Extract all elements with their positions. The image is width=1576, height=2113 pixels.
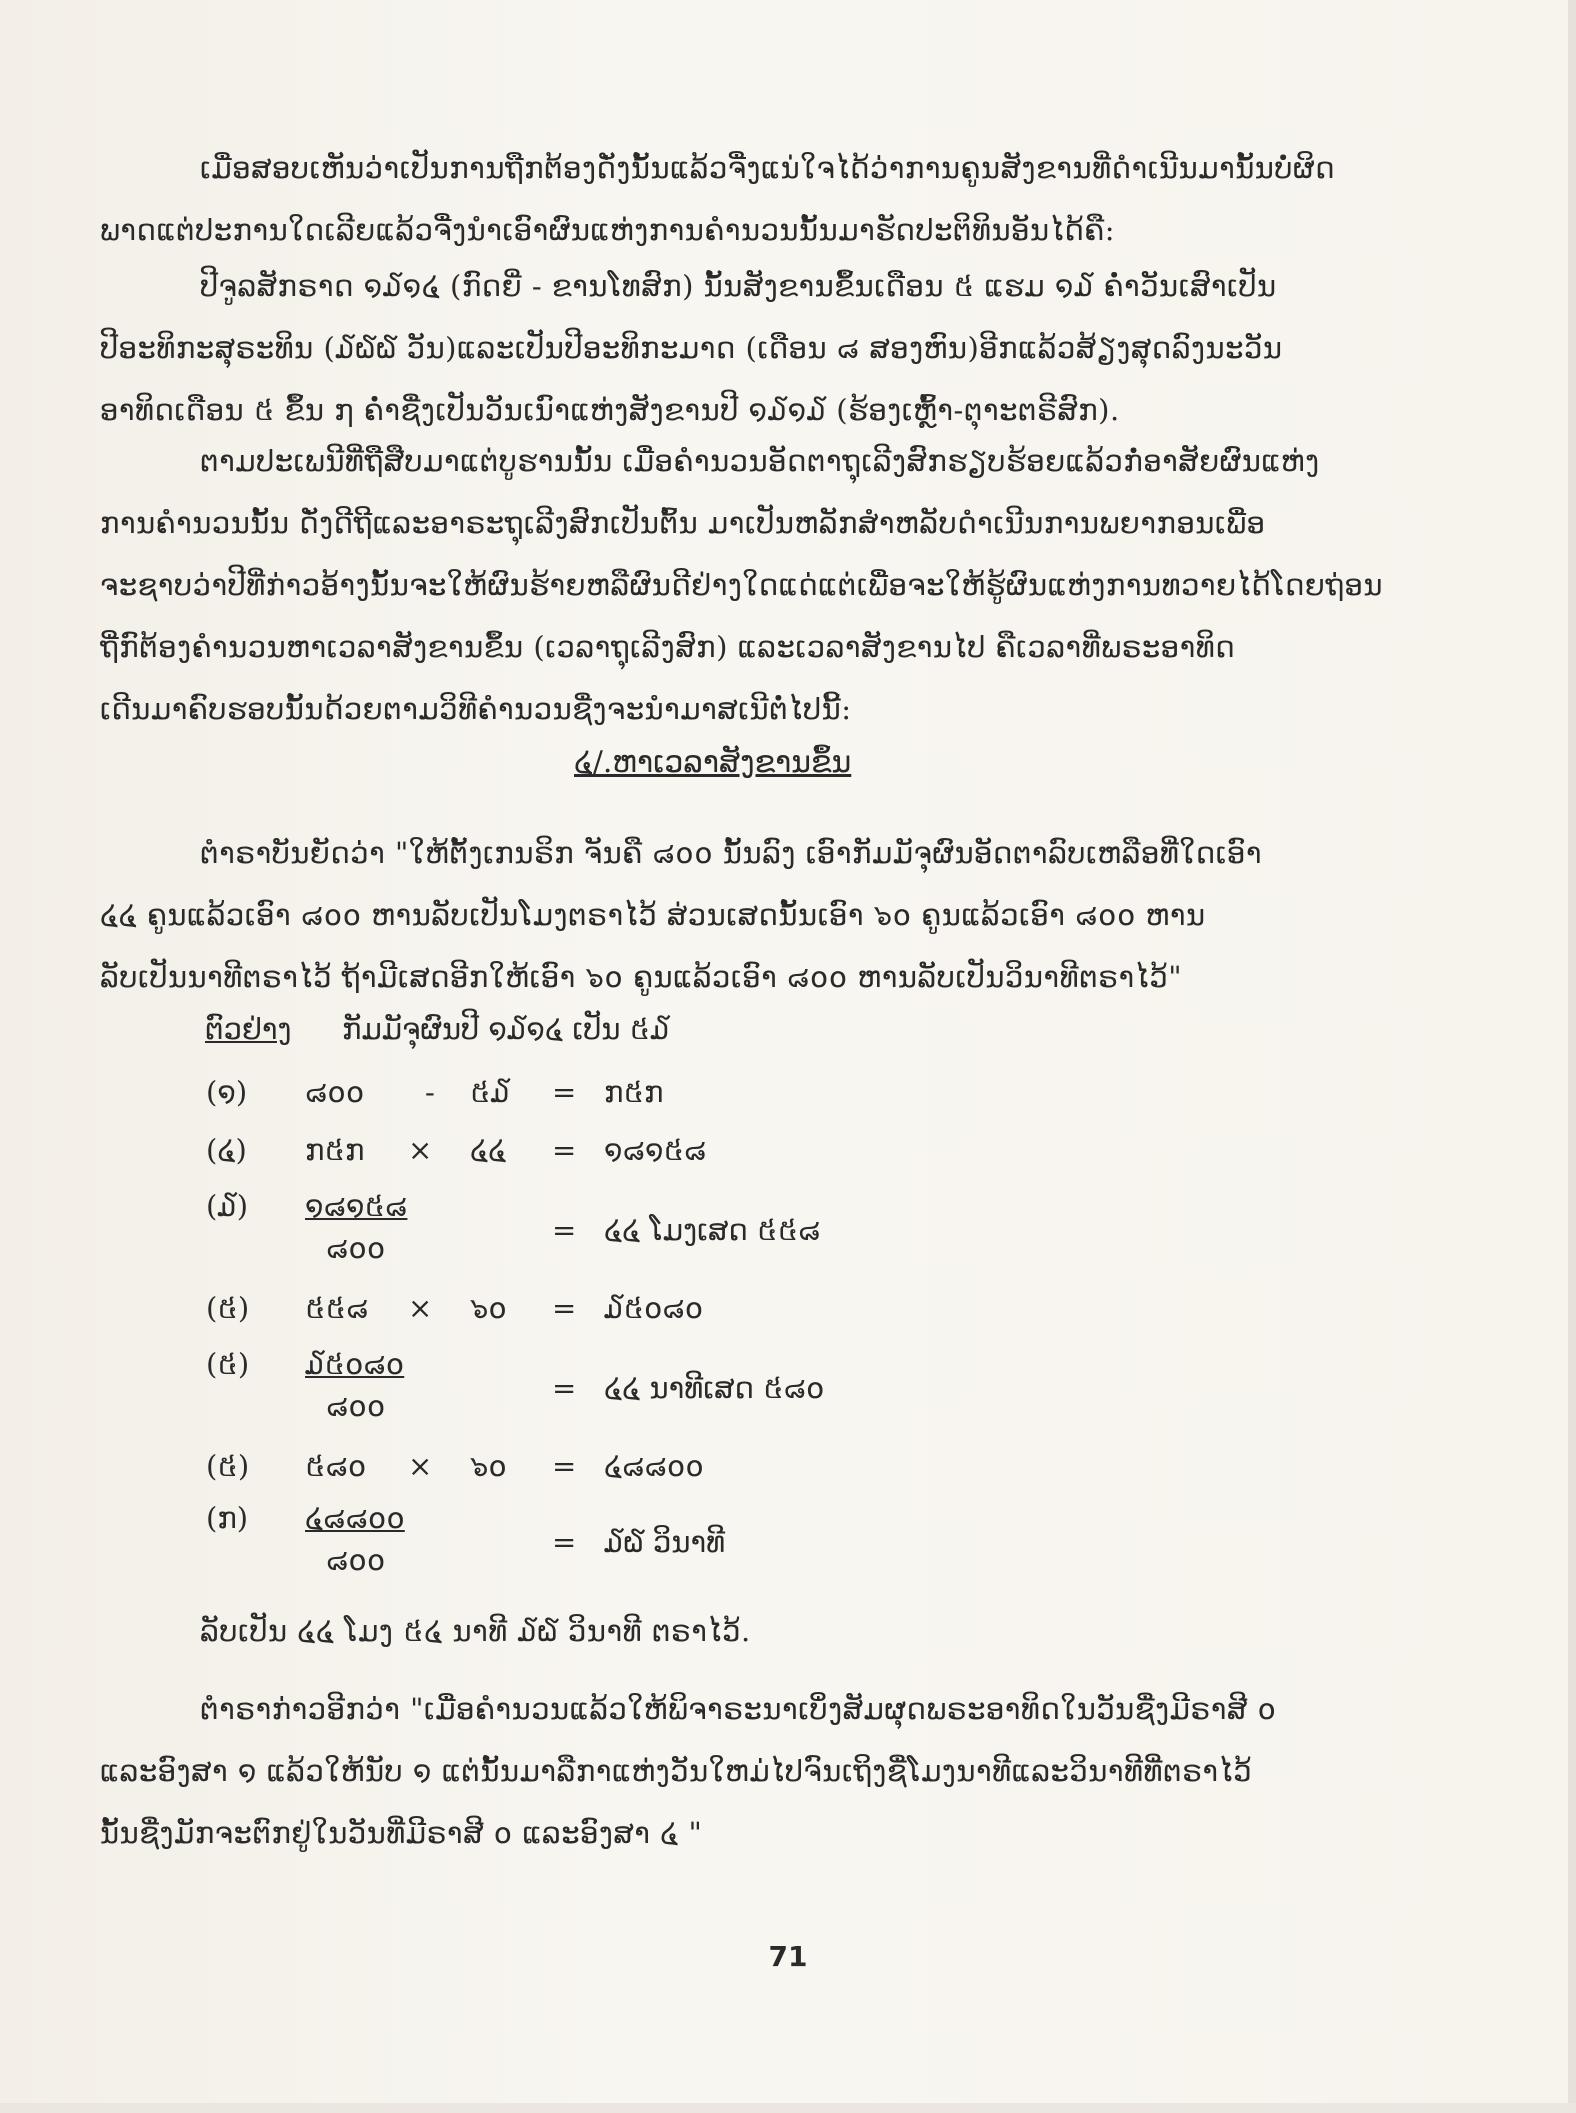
step-number: (໔)	[206, 1133, 247, 1167]
operand-b: ๖໐	[470, 1291, 507, 1325]
text-line: ເມື່ອສອບເຫັນວ່າເປັນການຖືກຕ້ອງດັ່ງນັ້ນແລ້ວຈື່ງແນ່ໃຈໄດ້ວ່າການຄູນສັງຂານທີ່ດໍາເນີນມານັ້ນບໍ່ຜິດ	[200, 151, 1336, 185]
page-edge-bottom	[0, 2103, 1576, 2113]
step-number: (៥)	[206, 1449, 250, 1483]
calc-step-7	[0, 1500, 1576, 1580]
operator: ×	[408, 1133, 433, 1167]
text-line: ປີຈູລສັກຣາດ ໑໓໑໔ (ກົດຍີ່ - ຂານໂທສົກ) ນັ້ນສັງຂານຂຶ້ນເດືອນ ៥ ແຮມ ໑໓ ຄໍ່າວັນເສົາເປັນ	[200, 269, 1277, 303]
text-line: ລັບເປັນ ໔໔ ໂມງ ៥໔ ນາທີ ໓໖ ວິນາທີ ຕຣາໄວ້.	[200, 1614, 751, 1648]
operand-a: ກ៥ກ	[305, 1133, 365, 1167]
fraction-numerator: ໓៥໐๘໐	[305, 1347, 405, 1381]
text-line: ປີອະທິກະສຸຣະທິນ (໓໖໖ ວັນ)ແລະເປັນປີອະທິກະມາດ (ເດືອນ ๘ ສອງຫົນ)ອີກແລ້ວສ້ຽງສຸດລົງນະວັນ	[100, 331, 1283, 365]
equals-sign: =	[552, 1449, 577, 1483]
result: ໓໖ ວິນາທີ	[604, 1525, 726, 1559]
result: ໓៥໐๘໐	[604, 1291, 704, 1325]
fraction-numerator: ໑๘໑៥๘	[305, 1189, 408, 1223]
operand-a: ๘໐໐	[305, 1075, 365, 1109]
paragraph-2	[100, 255, 1500, 441]
rule-paragraph-1	[100, 822, 1500, 1008]
paragraph-1	[100, 137, 1500, 261]
text-line: ການຄໍານວນນັ້ນ ດັ່ງດີຖີແລະອາຣະຖຸເລີງສົກເປັນຕົ້ນ ມາເປັນຫລັກສໍາຫລັບດໍາເນີນການພຍາກອນເພື່ອ	[100, 506, 1266, 540]
step-number: (៥)	[206, 1347, 250, 1381]
text-line: ແລະອົງສາ ໑ ແລ້ວໃຫ້ນັບ ໑ ແຕ່ນັ້ນມາລືກາແຫ່ງວັນໃຫມ່ໄປຈົນເຖິງຊື່ໂມງນາທີແລະວິນາທີທີ່ຕຣາໄວ້	[100, 1754, 1253, 1788]
text-line: ຕໍາຣາກ່າວອີກວ່າ "ເມື່ອຄໍານວນແລ້ວໃຫ້ພິຈາຣະນາເບິ່ງສັມຜຸດພຣະອາທິດໃນວັນຊື່ງມີຣາສີ ໐	[200, 1692, 1277, 1726]
section-heading: ໔/.ຫາເວລາສັງຂານຂຶ້ນ	[574, 745, 852, 780]
step-number: (໑)	[206, 1075, 248, 1109]
text-line: ໔໔ ຄູນແລ້ວເອົາ ๘໐໐ ຫານລັບເປັນໂມງຕຣາໄວ້ ສ່ວນເສດນັ້ນເອົາ ๖໐ ຄູນແລ້ວເອົາ ๘໐໐ ຫານ	[100, 898, 1206, 932]
result: ໔๘๘໐໐	[604, 1449, 704, 1483]
operator: ×	[408, 1291, 433, 1325]
text-line: ຕາມປະເພນີທີ່ຖືສືບມາແຕ່ບູຮານນັ້ນ ເມື່ອຄໍານວນອັດຕາຖຸເລີງສົກຮຽບຮ້ອຍແລ້ວກໍ່ອາສັຍຜົນແຫ່ງ	[200, 444, 1320, 478]
operand-b: ๖໐	[470, 1449, 507, 1483]
page-edge-right	[1568, 0, 1576, 2113]
text-line: ນັ້ນຊື່ງມັກຈະຕົກຢູ່ໃນວັນທີ່ມີຣາສີ ໐ ແລະອົງສາ ໔ "	[100, 1816, 703, 1850]
rule-paragraph-2	[100, 1678, 1500, 1864]
operator: ×	[408, 1449, 433, 1483]
equals-sign: =	[552, 1291, 577, 1325]
page-number: 71	[768, 1940, 808, 1973]
fraction-denominator: ๘໐໐	[326, 1543, 386, 1577]
equals-sign: =	[552, 1133, 577, 1167]
text-line: ລັບເປັນນາທີຕຣາໄວ້ ຖ້າມີເສດອີກໃຫ້ເອົາ ๖໐ ຄູນແລ້ວເອົາ ๘໐໐ ຫານລັບເປັນວິນາທີຕຣາໄວ້"	[100, 960, 1183, 994]
example-label: ຕົວຢ່າງ	[205, 1012, 292, 1046]
fraction-denominator: ๘໐໐	[326, 1231, 386, 1265]
fraction-numerator: ໔๘๘໐໐	[305, 1501, 405, 1535]
operand-a: ៥៥๘	[305, 1291, 369, 1325]
step-number: (ກ)	[206, 1501, 249, 1535]
equals-sign: =	[552, 1213, 577, 1247]
text-line: ພາດແຕ່ປະການໃດເລີຍແລ້ວຈື່ງນໍາເອົາຜົນແຫ່ງການຄໍານວນນັ້ນມາຮັດປະຕິທິນອັນໄດ້ຄື:	[100, 213, 1115, 247]
operand-a: ៥๘໐	[305, 1449, 367, 1483]
result: ໔໔ ໂມງເສດ ៥៥๘	[604, 1213, 821, 1247]
text-line: ຕໍາຣາບັນຍັດວ່າ "ໃຫ້ຕັ້ງເກນຣິກ ຈັນຄື ๘໐໐ ນັ້ນລົງ ເອົາກັມມັຈຸຜົນອັດຕາລົບເຫລືອທີ່ໃດເອົາ	[200, 836, 1262, 870]
operand-b: ៥໓	[470, 1075, 510, 1109]
result: ໔໔ ນາທີເສດ ៥๘໐	[604, 1371, 825, 1405]
equals-sign: =	[552, 1525, 577, 1559]
conclusion	[100, 1600, 1500, 1662]
text-line: ອາທິດເດືອນ ៥ ຂຶ້ນ ໗ ຄໍ່າຊື່ງເປັນວັນເນົາແຫ່ງສັງຂານປີ ໑໓໑໓ (ຮ້ອງເຫຼົ້າ-ຕຸາະຕຣີສົກ).	[100, 393, 1120, 427]
text-line: ຈະຊາບວ່າປີທີ່ກ່າວອ້າງນັ້ນຈະໃຫ້ຜົນຮ້າຍຫລືຜົນດີຢ່າງໃດແດ່ແຕ່ເພື່ອຈະໃຫ້ຮູ້ຜົນແຫ່ງການທວາຍໄດ້ໂດຍຖ່ອນ	[100, 568, 1384, 602]
calc-step-5	[0, 1346, 1576, 1426]
result: ໑๘໑៥๘	[604, 1133, 707, 1167]
equals-sign: =	[552, 1371, 577, 1405]
equals-sign: =	[552, 1075, 577, 1109]
calc-step-3	[0, 1188, 1576, 1268]
example-text: ກັມມັຈຸຜົນປີ ໑໓໑໔ ເປັນ ៥໓	[342, 1012, 670, 1046]
fraction-denominator: ๘໐໐	[326, 1389, 386, 1423]
operator: -	[425, 1075, 435, 1109]
paragraph-3	[100, 430, 1500, 740]
step-number: (៥)	[206, 1291, 250, 1325]
operand-b: ໔໔	[470, 1133, 507, 1167]
text-line: ຖີ່ກົຕ້ອງຄໍານວນຫາເວລາສັງຂານຂຶ້ນ (ເວລາຖຸເລີງສົກ) ແລະເວລາສັງຂານໄປ ຄືເວລາທີ່ພຣະອາທິດ	[100, 630, 1236, 664]
step-number: (໓)	[206, 1189, 249, 1223]
text-line: ເດີນມາຄົບຮອບນັ້ນດ້ວຍຕາມວິທີຄໍານວນຊື່ງຈະນໍາມາສເນີຕໍ່ໄປນີ້:	[100, 692, 852, 726]
result: ກ៥ກ	[604, 1075, 664, 1109]
